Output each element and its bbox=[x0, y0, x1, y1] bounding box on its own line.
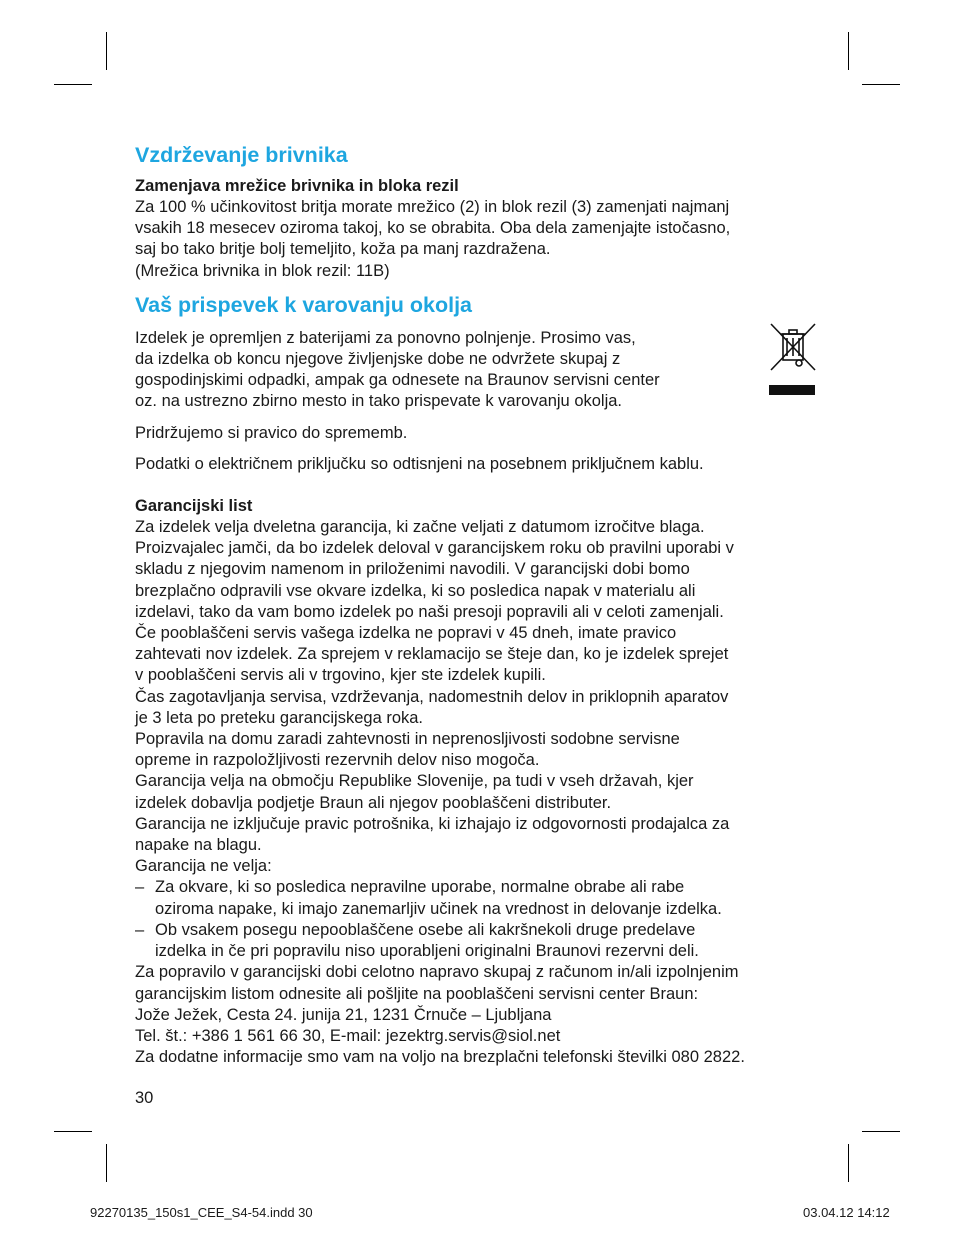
text-line: Če pooblaščeni servis vašega izdelka ne popravi v 45 dneh, imate pravico bbox=[135, 624, 677, 643]
text-line: Izdelek je opremljen z baterijami za ponovno polnjenje. Prosimo vas, bbox=[135, 328, 636, 347]
crop-mark bbox=[848, 32, 849, 70]
page-number: 30 bbox=[135, 1089, 154, 1107]
text-line: garancijskim listom odnesite ali pošljite na pooblaščeni servisni center Braun: bbox=[135, 984, 699, 1003]
text-line: Ob vsakem posegu nepooblaščene osebe ali kakršnekoli druge predelave bbox=[155, 920, 696, 939]
text-line: Čas zagotavljanja servisa, vzdrževanja, nadomestnih delov in priklopnih aparatov bbox=[135, 687, 729, 706]
footer-filename: 92270135_150s1_CEE_S4-54.indd 30 bbox=[90, 1205, 313, 1220]
subheading-warranty: Garancijski list bbox=[135, 497, 253, 516]
text-line: Garancija velja na območju Republike Slovenije, pa tudi v vseh državah, kjer bbox=[135, 772, 694, 791]
list-item bbox=[135, 920, 825, 962]
footer-date: 03.04.12 14:12 bbox=[803, 1205, 890, 1220]
text-line: v pooblaščeni servis ali v trgovino, kjer ste izdelek kupili. bbox=[135, 666, 546, 685]
text-line: Garancija ne velja: bbox=[135, 857, 272, 876]
text-line: izdelek dobavlja podjetje Braun ali njegov pooblaščeni distributer. bbox=[135, 793, 612, 812]
subheading-replacement: Zamenjava mrežice brivnika in bloka rezil bbox=[135, 177, 459, 195]
text-line: Za 100 % učinkovitost britja morate mrežico (2) in blok rezil (3) zamenjati najmanj bbox=[135, 198, 730, 216]
text-line: Za dodatne informacije smo vam na voljo na brezplačni telefonski številki 080 2822. bbox=[135, 1048, 745, 1067]
crop-mark bbox=[862, 1131, 900, 1132]
dash-bullet: – bbox=[135, 920, 145, 939]
text-line: vsakih 18 mesecev oziroma takoj, ko se obrabita. Oba dela zamenjajte istočasno, bbox=[135, 219, 731, 238]
section-title-maintenance: Vzdrževanje brivnika bbox=[135, 143, 348, 167]
text-line: opreme in razpoložljivosti rezervnih delov niso mogoča. bbox=[135, 751, 540, 770]
text-line: Za izdelek velja dveletna garancija, ki začne veljati z datumom izročitve blaga. bbox=[135, 518, 705, 537]
crop-mark bbox=[106, 32, 107, 70]
crossed-out-wheelie-bin-icon bbox=[769, 322, 817, 395]
text-line: (Mrežica brivnika in blok rezil: 11B) bbox=[135, 261, 390, 280]
crop-mark bbox=[862, 84, 900, 85]
crop-mark bbox=[54, 1131, 92, 1132]
text-line: Tel. št.: +386 1 561 66 30, E-mail: jezektrg.servis@siol.net bbox=[135, 1026, 561, 1045]
weee-bar bbox=[769, 385, 815, 395]
text-line: Jože Ježek, Cesta 24. junija 21, 1231 Črnuče – Ljubljana bbox=[135, 1005, 552, 1024]
dash-bullet: – bbox=[135, 878, 145, 897]
text-line: brezplačno odpravili vse okvare izdelka, ki so posledica napak v materialu ali bbox=[135, 581, 696, 600]
text-line: napake na blagu. bbox=[135, 836, 262, 855]
crop-mark bbox=[106, 1144, 107, 1182]
text-line: Za popravilo v garancijski dobi celotno napravo skupaj z računom in/ali izpolnjenim bbox=[135, 963, 739, 982]
weee-block bbox=[135, 328, 825, 413]
text-line: oziroma napake, ki imajo zanemarljiv učinek na vrednost in delovanje izdelka. bbox=[155, 899, 722, 918]
text-line: da izdelka ob koncu njegove življenjske dobe ne odvržete skupaj z bbox=[135, 350, 621, 369]
text-line: je 3 leta po preteku garancijskega roka. bbox=[135, 708, 424, 727]
crop-mark bbox=[848, 1144, 849, 1182]
page-content bbox=[135, 140, 825, 1068]
crop-mark bbox=[54, 84, 92, 85]
text-line: gospodinjskimi odpadki, ampak ga odnesete na Braunov servisni center bbox=[135, 371, 660, 390]
text-paragraph: Pridržujemo si pravico do sprememb. bbox=[135, 423, 408, 442]
text-line: Za okvare, ki so posledica nepravilne uporabe, normalne obrabe ali rabe bbox=[155, 878, 685, 897]
text-paragraph: Podatki o električnem priključku so odtisnjeni na posebnem priključnem kablu. bbox=[135, 454, 704, 473]
list-item bbox=[135, 877, 825, 919]
text-line: izdelka in če pri popravilu niso uporabljeni originalni Braunovi rezervni deli. bbox=[155, 942, 699, 961]
text-line: zahtevati nov izdelek. Za sprejem v reklamacijo se šteje dan, ko je izdelek sprejet bbox=[135, 645, 729, 664]
text-line: oz. na ustrezno zbirno mesto in tako prispevate k varovanju okolja. bbox=[135, 392, 623, 411]
text-line: skladu z njegovim namenom in priloženimi navodili. V garancijski dobi bomo bbox=[135, 560, 690, 579]
text-line: Proizvajalec jamči, da bo izdelek deloval v garancijskem roku ob pravilni uporabi v bbox=[135, 539, 734, 558]
section-title-environment: Vaš prispevek k varovanju okolja bbox=[135, 292, 473, 317]
text-line: izdelavi, tako da vam bomo izdelek po naši presoji popravili ali v celoti zamenjali. bbox=[135, 602, 724, 621]
text-line: saj bo tako britje bolj temeljito, koža pa manj razdražena. bbox=[135, 240, 551, 259]
text-line: Popravila na domu zaradi zahtevnosti in neprenosljivosti sodobne servisne bbox=[135, 730, 680, 749]
text-line: Garancija ne izključuje pravic potrošnika, ki izhajajo iz odgovornosti prodajalca za bbox=[135, 814, 730, 833]
